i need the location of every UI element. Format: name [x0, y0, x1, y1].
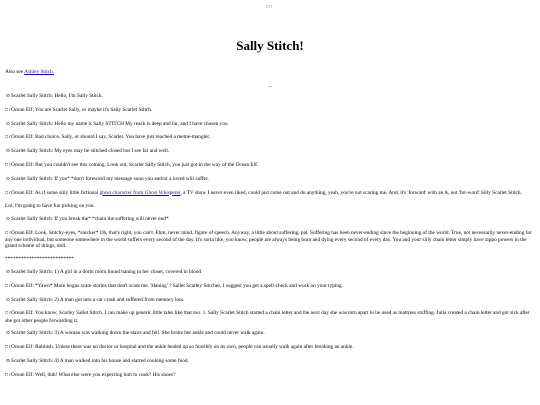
elf-avatar-icon: □♀	[5, 230, 12, 236]
divider: –	[268, 84, 272, 90]
line-text: , a TV show I never even liked, could just come out and do anything, yeah, you're not scaring me. And, it's 'forward' with an A, not 'for-word' Silly Scarlet Stitch.	[180, 189, 522, 196]
sally-avatar-icon: ⊙	[5, 297, 11, 303]
sally-avatar-icon: ⊙	[5, 149, 11, 155]
dialog-line	[5, 107, 535, 114]
dialog-line	[5, 330, 535, 337]
elf-avatar-icon: □♀	[5, 135, 12, 141]
dialog	[5, 93, 535, 379]
line-text: Scarlet Sally Stitch: 1) A girl in a dorm room found haning in her closet, covered in blood	[11, 268, 202, 275]
sally-avatar-icon: ⊙	[5, 217, 11, 223]
dialog-line	[5, 93, 535, 100]
dialog-line	[5, 358, 535, 365]
dialog-line	[5, 310, 535, 323]
also-see	[5, 69, 535, 75]
dialog-line	[5, 372, 535, 379]
page-title: Sally Stitch!	[236, 38, 304, 53]
line-text: Ocean Elf: Well, duh! What else were you expecting him to cook? His shoes?	[11, 371, 176, 378]
dialog-line	[5, 256, 535, 262]
sally-avatar-icon: ⊙	[5, 121, 11, 127]
line-text: Scarlet Sally Stitch: My eyes may be stitched closed but I see far and well.	[11, 148, 170, 155]
line-text: Ocean Elf: Rubbish. Unless there was no doctor or hospital and the ankle healed up so horribly on its own, people can usually walk again after breaking an ankle.	[11, 344, 354, 351]
dialog-line	[5, 148, 535, 155]
dialog-line	[5, 134, 535, 141]
line-text: Scarlet Sally Stitch: Hello my name is Sally STITCH My reach is deep and far, and I have chosen you	[11, 120, 228, 127]
dialog-line	[5, 190, 535, 197]
sally-avatar-icon: ⊙	[5, 269, 11, 275]
line-text: Scarlet Sally Stitch: 4) A man walked into his house and started cooking some food.	[11, 357, 189, 364]
elf-avatar-icon: □♀	[5, 190, 12, 196]
elf-avatar-icon: □♀	[5, 107, 12, 113]
line-text: Scarlet Sally Stitch: 2) A man got into a car crash and suffered from memory loss.	[11, 296, 185, 303]
line-text: Ocean Elf: You are Scarlet Sally, or maybe it's Sally Scarlet Stitch.	[11, 106, 153, 113]
line-text: Ocean Elf: Bad choice, Sally, or should I say, Scarlet. You have just reached a meme-mangler.	[11, 134, 211, 141]
line-text: Scarlet Sally Stitch: If you* *don't foreword my message soon you and/or a loved will suffer.	[11, 175, 209, 182]
line-text: Ocean Elf: But you couldn't see this coming. Look out, Scarlet Sally Stitch, you just got in the way of the Ocean Elf.	[11, 161, 259, 168]
also-see-prefix: Also see	[5, 69, 25, 75]
dialog-line	[5, 297, 535, 304]
top-icons: □♀	[266, 5, 274, 10]
elf-avatar-icon: □♀	[5, 345, 12, 351]
line-text: Ocean Elf: You know, Scarley Sallet Stitch, I can make up generic little tales like that too. 1. Sally Scarlet Stitch started a chain letter and the next day she was torn apart to be used as mattress stuffing. Julia created a chain letter and got sick after she got other people forwarding it.	[5, 310, 530, 324]
line-text: Ocean Elf: As if some silly little fictional	[11, 189, 100, 196]
dialog-line	[5, 121, 535, 128]
line-text: Scarlet Sally Stitch: If you break the* *chain the suffering will never end*	[11, 216, 169, 223]
line-text: Scarlet Sally Stitch: Hello, I'm Sally Stitch.	[11, 93, 103, 99]
line-text: Scarlet Sally Stitch: 3) A woman was walking down the stairs and fell. She broke her ankle and could never walk again.	[11, 330, 265, 337]
dialog-line	[5, 203, 535, 209]
sally-avatar-icon: ⊙	[5, 94, 11, 99]
sally-avatar-icon: ⊙	[5, 331, 11, 337]
line-text: Lol, I'm going to have fun picking on you.	[5, 203, 95, 210]
dialog-line	[5, 162, 535, 169]
dialog-line	[5, 269, 535, 276]
line-text: **************************	[5, 256, 74, 263]
dialog-line	[5, 230, 535, 250]
ashley-stitch-link[interactable]: Ashley Stitch.	[24, 69, 55, 75]
elf-avatar-icon: □♀	[5, 311, 12, 317]
line-text: Ocean Elf: Look, Stitchy-eyes, *snicker* Oh, that's right, you can't. Ehm, never mind, figure of speech. Anyway, a little about suffering, pal. Suffering has been never-ending since the beginning of the world. True, not necessarily never-ending for any one individual, but someone somewhere in the world suffers every second of the day. It's sorta like, you know, people are always being born and dying every second of every day. You and your silly chain letter simply have zippo powers in the grand scheme of things, doll.	[5, 229, 532, 250]
ghost-whisperer-link[interactable]: ghost character from Ghost Whisperer	[99, 189, 181, 196]
elf-avatar-icon: □♀	[5, 283, 12, 289]
dialog-line	[5, 216, 535, 223]
elf-avatar-icon: □♀	[5, 372, 12, 378]
dialog-line	[5, 176, 535, 183]
dialog-line	[5, 283, 535, 290]
sally-avatar-icon: ⊙	[5, 358, 11, 364]
dialog-line	[5, 344, 535, 351]
elf-avatar-icon: □♀	[5, 162, 12, 168]
line-text: Ocean Elf: *Yawn* More bogus scare stories that don't scare me. 'Haning' ? Sallet Scarley Stitches, I suggest you get a spell-check and work on your typing.	[11, 282, 343, 289]
sally-avatar-icon: ⊙	[5, 176, 11, 182]
